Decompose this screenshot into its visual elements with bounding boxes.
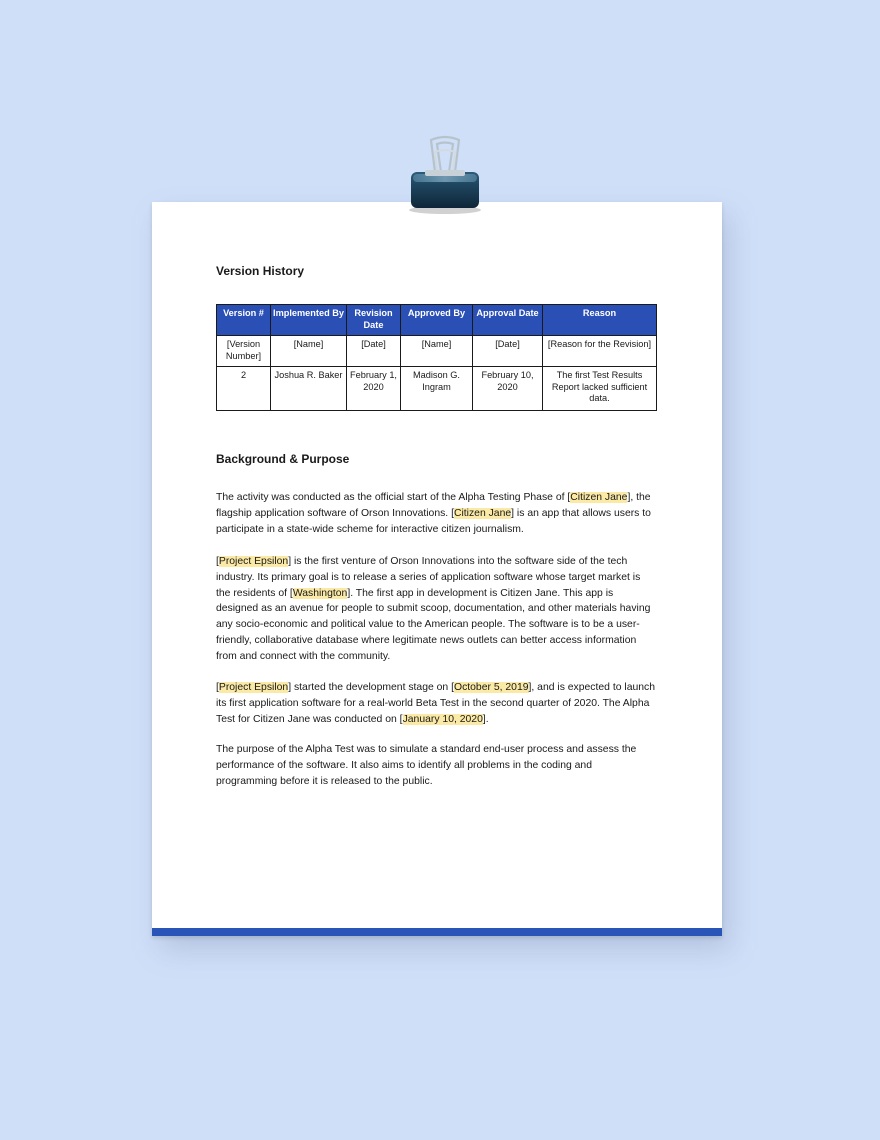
table-cell: 2: [217, 367, 271, 411]
highlight-placeholder: Citizen Jane: [570, 492, 628, 503]
background-purpose-title: Background & Purpose: [216, 452, 350, 466]
header-reason: Reason: [543, 305, 657, 336]
binder-clip-icon: [405, 132, 485, 214]
header-implemented-by: Implemented By: [271, 305, 347, 336]
table-cell: [Reason for the Revision]: [543, 336, 657, 367]
highlight-placeholder: January 10, 2020: [402, 713, 483, 725]
highlight-placeholder: Project Epsilon: [218, 556, 289, 567]
highlight-placeholder: Washington: [292, 587, 348, 599]
header-approved-by: Approved By: [401, 305, 473, 336]
header-approval-date: Approval Date: [473, 305, 543, 336]
table-cell: The first Test Results Report lacked sufficient data.: [543, 367, 657, 411]
table-cell: [Name]: [271, 336, 347, 367]
version-history-table: [216, 304, 657, 411]
table-cell: [Date]: [347, 336, 401, 367]
paragraph-2: [Project Epsilon] is the first venture of Orson Innovations into the software side of the tech industry. Its primary goal is to release a series of application software whose target market is the residents of [Washington]. The first app in development is Citizen Jane. This app is designed as an avenue for people to submit scoop, documentation, and other materials having any socio-economic and political value to the American people. The software is to be a user-friendly, collaborative database where legitimate news outlets can better access information from and connect with the community.: [216, 556, 651, 662]
version-history-title: Version History: [216, 264, 305, 278]
table-header-row: [217, 305, 657, 336]
table-cell: February 1, 2020: [347, 367, 401, 411]
paragraph-3: [Project Epsilon] started the development stage on [October 5, 2019], and is expected to launch its first application software for a real-world Beta Test in the second quarter of 2020. The Alpha Test for Citizen Jane was conducted on [January 10, 2020].: [216, 682, 656, 725]
paragraph-4: The purpose of the Alpha Test was to simulate a standard end-user process and assess the performance of the software. It also aims to identify all problems in the coding and programming before it is released to the public.: [216, 744, 637, 787]
table-cell: Joshua R. Baker: [271, 367, 347, 411]
highlight-placeholder: October 5, 2019: [453, 682, 529, 693]
table-cell: Madison G. Ingram: [401, 367, 473, 411]
paragraph-1: The activity was conducted as the official start of the Alpha Testing Phase of [Citizen Jane], the flagship application software of Orson Innovations. [Citizen Jane] is an app that allows users to participate in a state-wide scheme for interactive citizen journalism.: [216, 492, 651, 535]
header-version: Version #: [217, 305, 271, 336]
table-cell: [Date]: [473, 336, 543, 367]
highlight-placeholder: Citizen Jane: [453, 507, 512, 519]
table-row: [217, 367, 657, 411]
table-cell: [Version Number]: [217, 336, 271, 367]
table-cell: [Name]: [401, 336, 473, 367]
footer-bar: [152, 928, 722, 936]
table-cell: February 10, 2020: [473, 367, 543, 411]
table-row: [217, 336, 657, 367]
highlight-placeholder: Project Epsilon: [218, 682, 289, 693]
header-revision-date: Revision Date: [347, 305, 401, 336]
document-page: [152, 202, 722, 936]
